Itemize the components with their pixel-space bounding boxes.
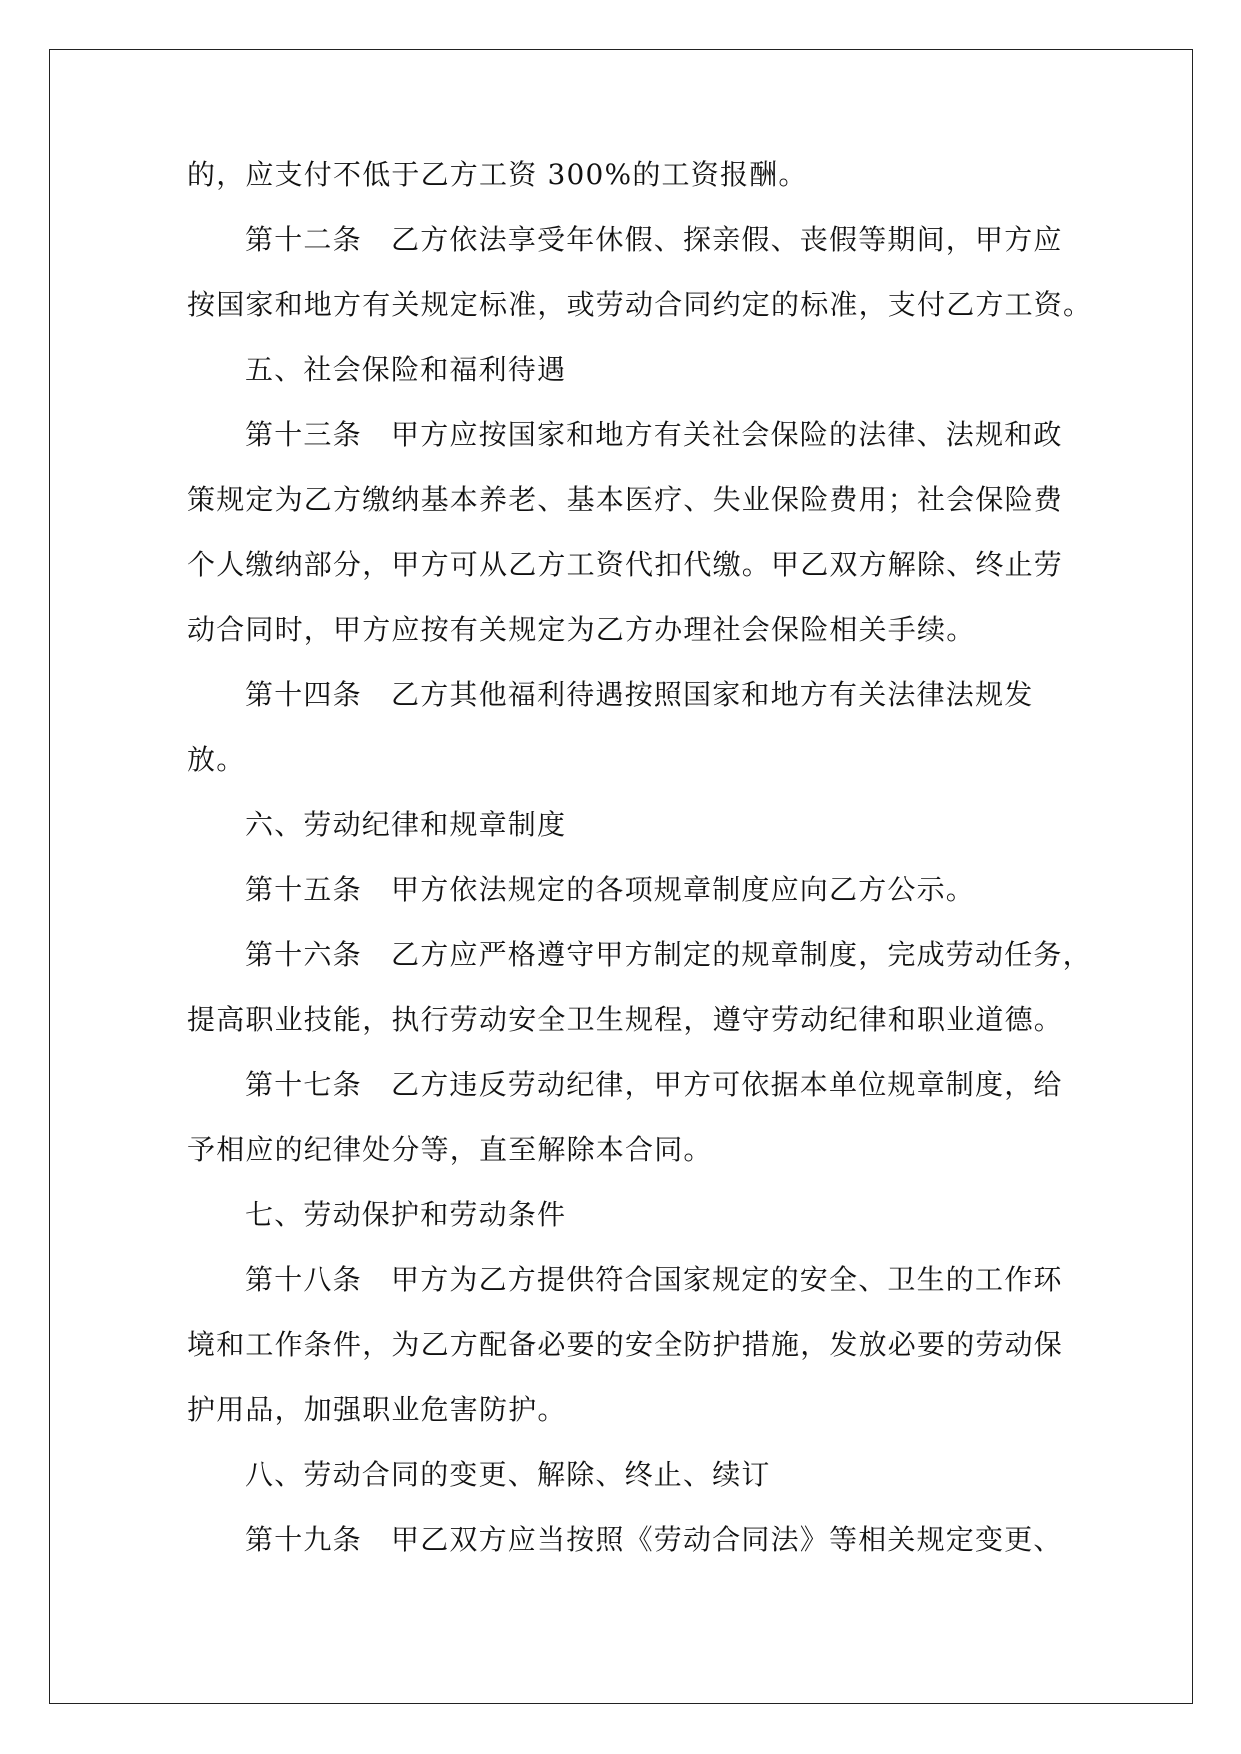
text-line: 境和工作条件，为乙方配备必要的安全防护措施，发放必要的劳动保 — [187, 1328, 1064, 1361]
article-13-line: 第十三条 甲方应按国家和地方有关社会保险的法律、法规和政 — [245, 418, 1063, 451]
article-19-line: 第十九条 甲乙双方应当按照《劳动合同法》等相关规定变更、 — [245, 1523, 1063, 1556]
article-18-line: 第十八条 甲方为乙方提供符合国家规定的安全、卫生的工作环 — [245, 1263, 1063, 1296]
text-line: 提高职业技能，执行劳动安全卫生规程，遵守劳动纪律和职业道德。 — [187, 1003, 1064, 1036]
article-15-line: 第十五条 甲方依法规定的各项规章制度应向乙方公示。 — [245, 873, 976, 906]
article-16-line: 第十六条 乙方应严格遵守甲方制定的规章制度，完成劳动任务， — [245, 938, 1092, 971]
text-line: 按国家和地方有关规定标准，或劳动合同约定的标准，支付乙方工资。 — [187, 288, 1093, 321]
document-body — [187, 155, 1093, 1585]
article-14-line: 第十四条 乙方其他福利待遇按照国家和地方有关法律法规发 — [245, 678, 1034, 711]
text-line: 的，应支付不低于乙方工资 300%的工资报酬。 — [187, 158, 808, 191]
text-line: 放。 — [187, 743, 246, 776]
text-line: 动合同时，甲方应按有关规定为乙方办理社会保险相关手续。 — [187, 613, 976, 646]
text-line: 护用品，加强职业危害防护。 — [187, 1393, 567, 1426]
text-line: 策规定为乙方缴纳基本养老、基本医疗、失业保险费用；社会保险费 — [187, 483, 1064, 516]
section-heading-5: 五、社会保险和福利待遇 — [245, 353, 567, 386]
article-17-line: 第十七条 乙方违反劳动纪律，甲方可依据本单位规章制度，给 — [245, 1068, 1063, 1101]
section-heading-7: 七、劳动保护和劳动条件 — [245, 1198, 567, 1231]
text-line: 个人缴纳部分，甲方可从乙方工资代扣代缴。甲乙双方解除、终止劳 — [187, 548, 1064, 581]
text-line: 予相应的纪律处分等，直至解除本合同。 — [187, 1133, 713, 1166]
section-heading-6: 六、劳动纪律和规章制度 — [245, 808, 567, 841]
section-heading-8: 八、劳动合同的变更、解除、终止、续订 — [245, 1458, 771, 1491]
article-12-line: 第十二条 乙方依法享受年休假、探亲假、丧假等期间，甲方应 — [245, 223, 1063, 256]
